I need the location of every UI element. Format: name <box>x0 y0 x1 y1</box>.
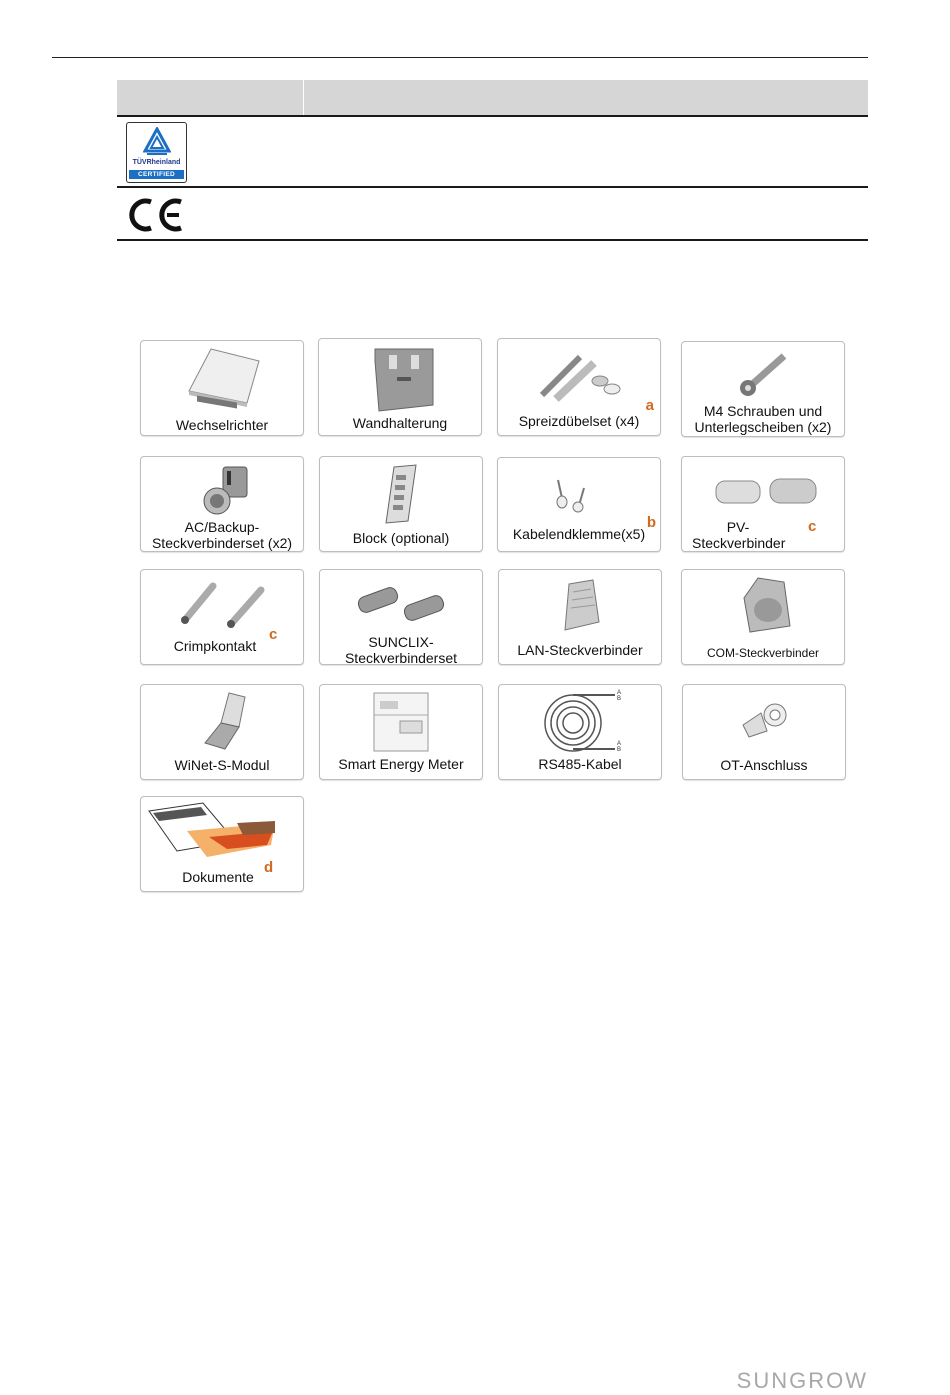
tuv-certified-badge: CERTIFIED <box>129 170 184 179</box>
item-label: Wechselrichter <box>175 417 269 433</box>
m4-screw-icon <box>734 350 794 400</box>
footnote-marker: c <box>269 626 278 643</box>
item-label: Crimpkontakt <box>173 638 257 654</box>
item-card-lan-connector <box>498 569 662 665</box>
item-card-sunclix-connector <box>319 569 483 665</box>
item-card-pv-connector <box>681 456 845 552</box>
item-label: Smart Energy Meter <box>338 756 464 772</box>
footnote-marker: a <box>645 397 654 414</box>
sunclix-connector-icon <box>354 578 448 628</box>
winet-module-icon <box>195 691 255 753</box>
item-label: Dokumente <box>182 869 254 885</box>
item-label: Block (optional) <box>352 530 450 546</box>
item-label: Wandhalterung <box>352 415 448 431</box>
pv-connector-icon <box>712 467 822 515</box>
energy-meter-icon <box>370 689 432 755</box>
item-label: LAN-Steckverbinder <box>517 642 643 658</box>
wall-bracket-icon <box>369 345 439 413</box>
item-card-smart-energy-meter <box>319 684 483 780</box>
lan-connector-icon <box>555 576 605 636</box>
item-card-inverter <box>140 340 304 436</box>
ot-terminal-icon <box>739 701 791 741</box>
cable-end-label: A B <box>617 741 622 753</box>
tuv-brand-text: TÜVRheinland <box>132 159 181 166</box>
item-label: COM-Steckverbinder <box>706 646 820 660</box>
sungrow-logo: SUNGROW <box>736 1368 868 1393</box>
item-label: AC/Backup- Steckverbinderset (x2) <box>151 519 293 551</box>
item-label: SUNCLIX- Steckverbinderset <box>344 634 458 666</box>
item-card-ac-backup-connector <box>140 456 304 552</box>
cable-end-label: A B <box>617 690 622 702</box>
item-label: Spreizdübelset (x4) <box>518 413 640 429</box>
terminal-block-icon <box>376 463 426 525</box>
item-label: PV- Steckverbinder <box>692 519 786 551</box>
item-card-cable-lugs <box>497 457 661 552</box>
item-card-wall-bracket <box>318 338 482 436</box>
ac-connector-icon <box>197 461 257 517</box>
item-label: WiNet-S-Modul <box>174 757 270 773</box>
crimp-contact-icon <box>169 580 269 630</box>
item-card-expansion-bolts <box>497 338 661 436</box>
inverter-icon <box>183 347 265 409</box>
item-card-crimp-contact <box>140 569 304 665</box>
item-card-documents <box>140 796 304 892</box>
cable-end-terminal-icon <box>550 474 594 514</box>
item-label: OT-Anschluss <box>720 757 808 773</box>
documents-icon <box>147 801 279 863</box>
item-card-rs485-cable <box>498 684 662 780</box>
item-label: Kabelendklemme(x5) <box>512 526 646 542</box>
footnote-marker: d <box>264 859 274 876</box>
item-card-ot-terminal <box>682 684 846 780</box>
com-connector-icon <box>738 574 798 638</box>
footnote-marker: c <box>808 518 817 535</box>
footnote-marker: b <box>646 514 656 531</box>
item-label: RS485-Kabel <box>538 756 622 772</box>
item-card-m4-screws <box>681 341 845 437</box>
expansion-bolt-icon <box>536 351 626 403</box>
item-card-com-connector <box>681 569 845 665</box>
item-label: M4 Schrauben und Unterlegscheiben (x2) <box>694 403 832 435</box>
item-card-winet-module <box>140 684 304 780</box>
item-card-block <box>319 456 483 552</box>
